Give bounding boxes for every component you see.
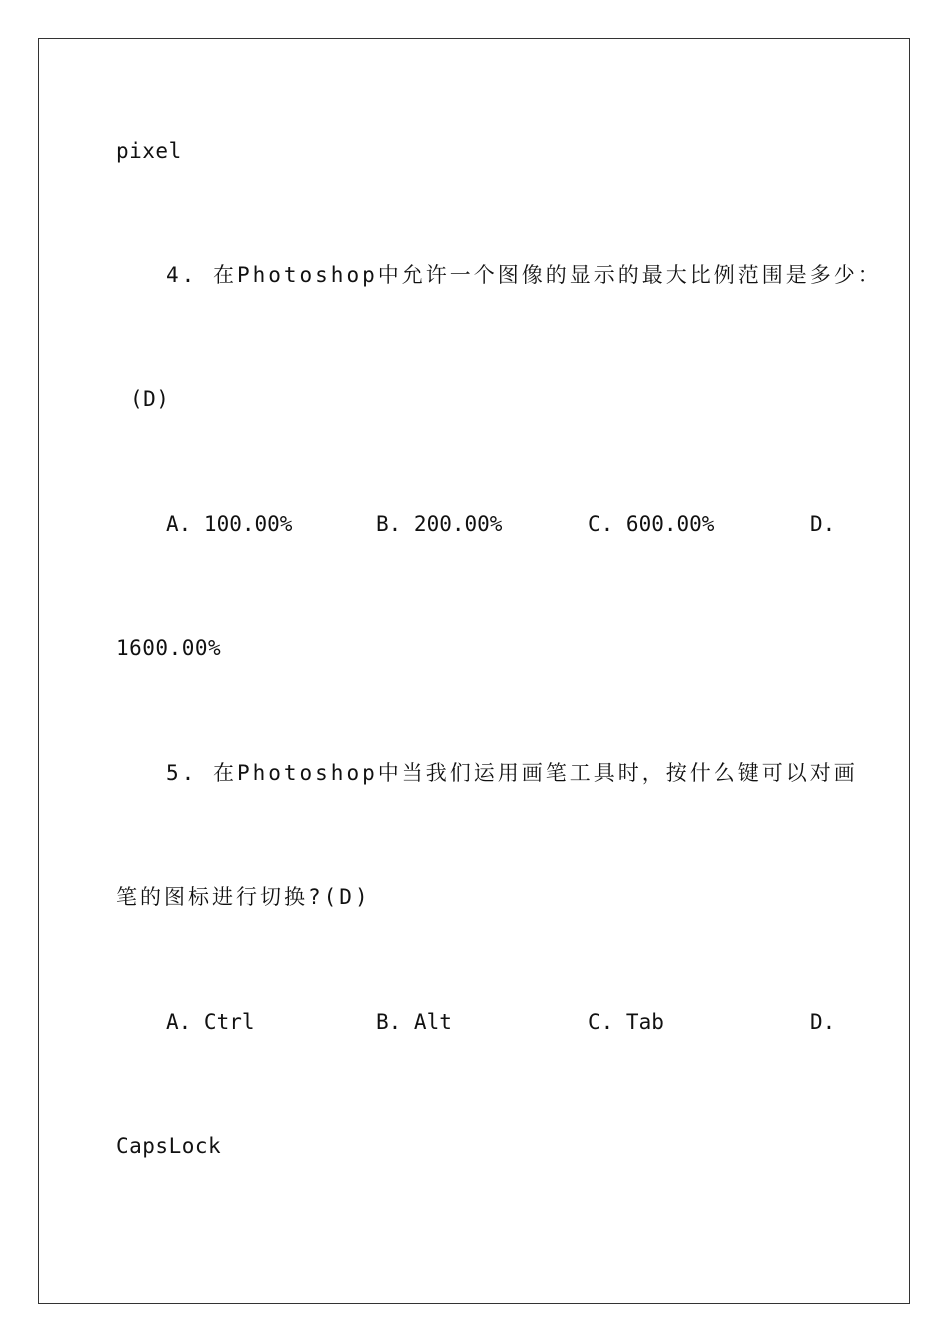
question-4-number: 4. xyxy=(166,263,198,287)
question-4-option-d: D. xyxy=(810,512,836,536)
question-4-text: 在Photoshop中允许一个图像的显示的最大比例范围是多少： xyxy=(212,263,882,287)
question-5-text: 在Photoshop中当我们运用画笔工具时，按什么键可以对画 xyxy=(212,761,858,785)
question-5-answer: (D) xyxy=(323,885,371,909)
question-5-option-a: A. Ctrl xyxy=(166,1010,255,1034)
page-border xyxy=(38,38,910,1304)
question-4-line-1 xyxy=(166,262,882,288)
previous-option-continuation: pixel xyxy=(116,139,182,163)
question-4-option-c: C. 600.00% xyxy=(588,512,715,536)
question-5-text-continued: 笔的图标进行切换? xyxy=(116,885,324,909)
question-5-number: 5. xyxy=(166,761,198,785)
question-4-answer: (D) xyxy=(130,387,170,411)
question-5-option-c: C. Tab xyxy=(588,1010,664,1034)
question-4-option-b: B. 200.00% xyxy=(376,512,503,536)
question-5-line-2 xyxy=(116,884,371,910)
question-5-option-d-value: CapsLock xyxy=(116,1134,222,1158)
question-4-option-d-value: 1600.00% xyxy=(116,636,222,660)
question-5-line-1 xyxy=(166,760,858,786)
question-5-option-b: B. Alt xyxy=(376,1010,452,1034)
question-5-option-d: D. xyxy=(810,1010,836,1034)
question-4-option-a: A. 100.00% xyxy=(166,512,293,536)
